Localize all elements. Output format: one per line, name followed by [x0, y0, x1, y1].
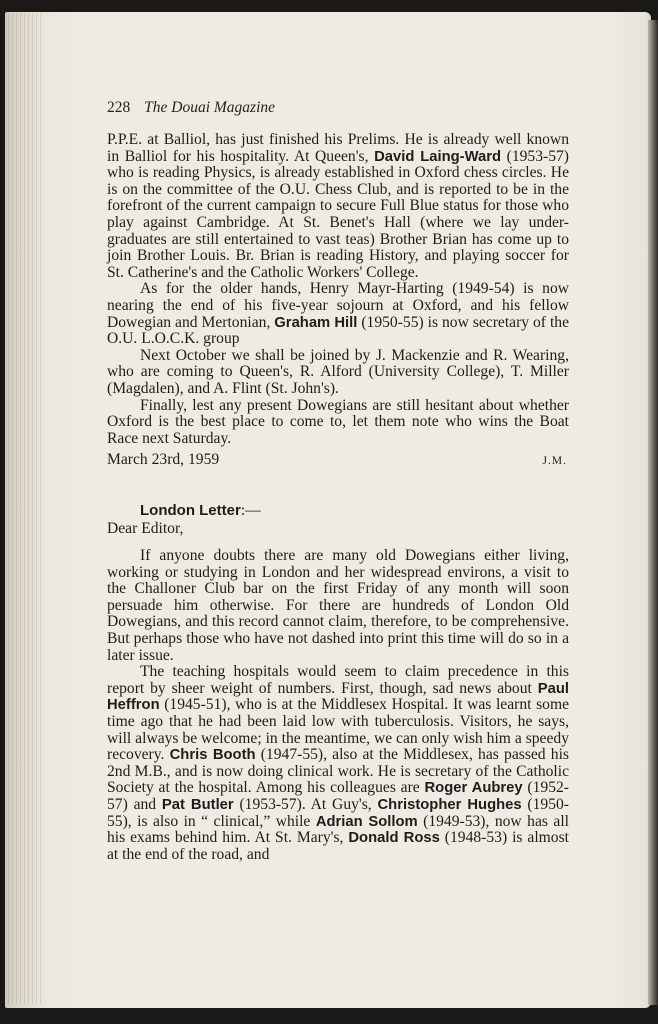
person-name: David Laing-Ward — [374, 148, 502, 165]
text-run: (1949-53), now has all his exams behind him. At St. Mary's, — [107, 812, 569, 847]
oxford-paragraph-1 — [107, 132, 569, 281]
page-edge — [648, 20, 658, 1005]
text-run: (1945-51), who is at the Middlesex Hospital. It was learnt some time ago that he had been laid low with tuberculosis. Visitors, he says, will always be welcome; in the meantime, we can only wish him a speedy recovery. — [107, 696, 569, 764]
signoff — [107, 452, 569, 470]
person-name: Adrian Sollom — [315, 813, 418, 830]
running-header — [107, 99, 275, 117]
text-run: (1952-57) and — [107, 779, 569, 813]
section-heading — [107, 503, 569, 520]
person-name: Christopher Hughes — [377, 796, 522, 813]
person-name: Paul Heffron — [107, 680, 569, 714]
text-run: P.P.E. at Balliol, has just finished his Prelims. He is already well known in Balliol for his hospitality. At Queen's, — [107, 131, 569, 165]
letter-date: March 23rd, 1959 — [107, 451, 220, 469]
page-text — [107, 132, 569, 863]
oxford-paragraph-4: Finally, lest any present Dowegians are still hesitant about whether Oxford is the best place to come to, let them note who wins the Boat Race next Saturday. — [107, 396, 569, 447]
section-title-suffix: :— — [240, 501, 261, 519]
journal-title: The Douai Magazine — [144, 99, 276, 116]
page-gutter — [8, 14, 42, 1004]
text-run: As for the older hands, Henry Mayr-Harting (1949-54) is now nearing the end of his five-year sojourn at Oxford, and his fellow Dowegian and Mertonian, — [107, 280, 569, 331]
author-initials: J.M. — [542, 455, 567, 468]
text-run: (1950-55), is also in “ clinical,” while — [107, 795, 569, 830]
london-paragraph-1: If anyone doubts there are many old Dowegians either living, working or studying in London and her widespread environs, a visit to the Challoner Club bar on the first Friday of any month will soon persuade him otherwise. For there are hundreds of London Old Dowegians, and this record cannot claim, therefore, to be comprehensive. But perhaps those who have not dashed into print this time will do so in a later issue. — [107, 547, 569, 664]
person-name: Donald Ross — [348, 830, 440, 847]
text-run: The teaching hospitals would seem to claim precedence in this report by sheer weight of numbers. First, though, sad news about — [107, 663, 569, 697]
text-run: (1953-57). At Guy's, — [233, 795, 378, 813]
london-paragraph-2 — [107, 664, 569, 863]
text-run: (1950-55) is now secretary of the O.U. L.O.C.K. group — [107, 313, 569, 348]
person-name: Graham Hill — [274, 314, 358, 331]
section-title: London Letter — [140, 501, 241, 519]
person-name: Pat Butler — [161, 796, 234, 813]
page-number: 228 — [107, 99, 131, 116]
oxford-paragraph-2 — [107, 281, 569, 347]
salutation: Dear Editor, — [107, 520, 184, 538]
person-name: Roger Aubrey — [424, 780, 523, 797]
text-run: (1948-53) is almost at the end of the road, and — [107, 829, 570, 863]
person-name: Chris Booth — [169, 747, 256, 764]
oxford-paragraph-3: Next October we shall be joined by J. Mackenzie and R. Wearing, who are coming to Queen's, R. Alford (University College), T. Miller (Magdalen), and A. Flint (St. John's). — [107, 346, 569, 397]
text-run: (1953-57) who is reading Physics, is already established in Oxford chess circles. He is on the committee of the O.U. Chess Club, and is reported to be in the forefront of the current campaign to secure Full Blue status for those who play against Cambridge. At St. Benet's Hall (where we lay under-graduates are still entertained to vast teas) Brother Brian has come up to join Brother Louis. Br. Brian is reading History, and playing soccer for St. Catherine's and the Catholic Workers' College. — [107, 147, 569, 281]
text-run: (1947-55), also at the Middlesex, has passed his 2nd M.B., and is now doing clinical work. He is secretary of the Catholic Society at the hospital. Among his colleagues are — [107, 746, 569, 797]
